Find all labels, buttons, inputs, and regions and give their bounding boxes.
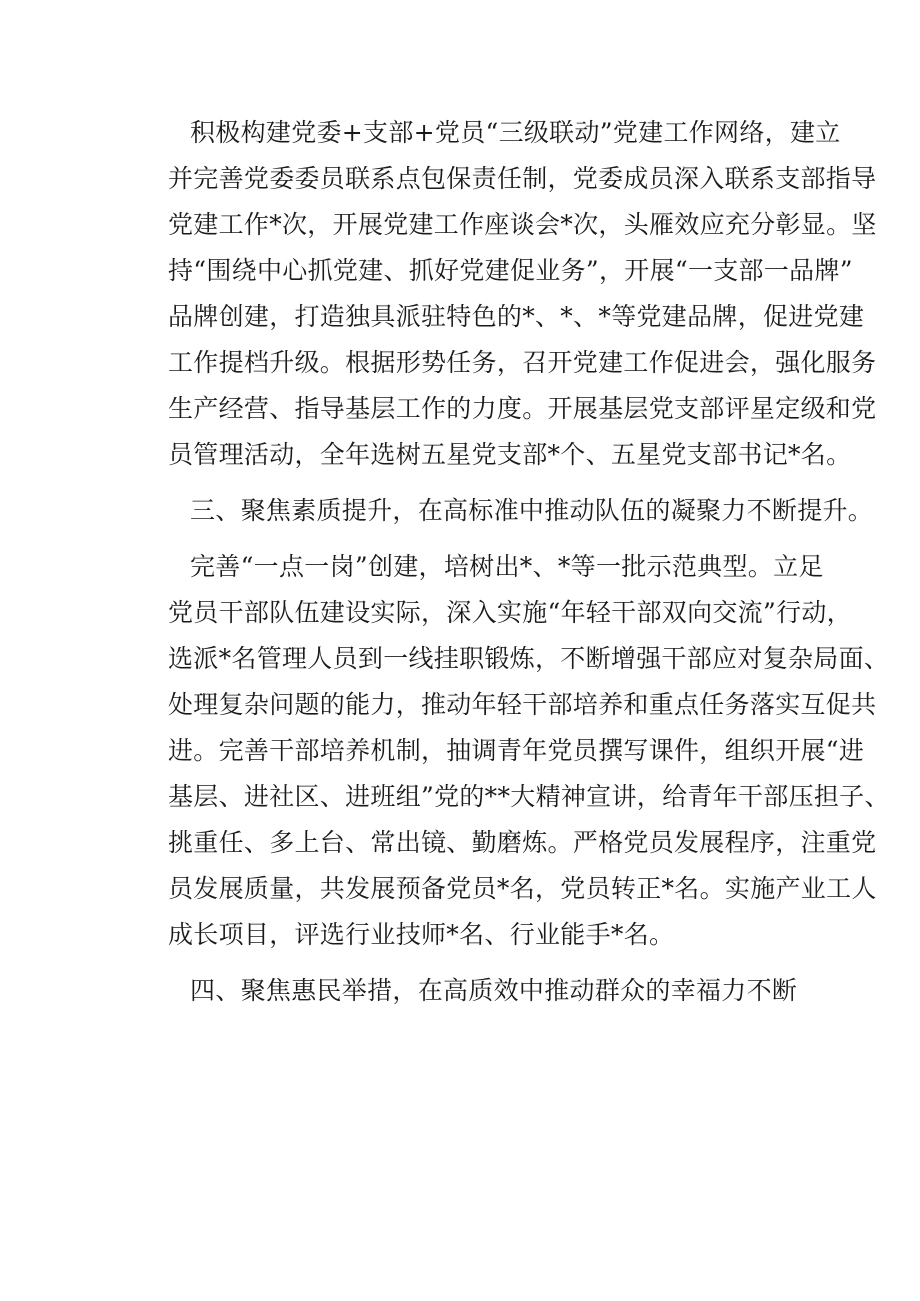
text-line: 持“围绕中心抓党建、抓好党建促业务”，开展“一支部一品牌” <box>168 256 853 285</box>
text-line: 选派*名管理人员到一线挂职锻炼，不断增强干部应对复杂局面、 <box>168 644 890 673</box>
text-line: 并完善党委委员联系点包保责任制，党委成员深入联系支部指导 <box>168 164 877 193</box>
paragraph-party-building <box>168 110 877 478</box>
text-line: 积极构建党委+支部+党员“三级联动”党建工作网络，建立 <box>190 118 841 147</box>
text-line: 进。完善干部培养机制，抽调青年党员撰写课件，组织开展“进 <box>168 736 865 765</box>
text-line: 处理复杂问题的能力，推动年轻干部培养和重点任务落实互促共 <box>168 690 877 719</box>
text-line: 品牌创建，打造独具派驻特色的*、*、*等党建品牌，促进党建 <box>168 302 865 331</box>
text-line: 员管理活动，全年选树五星党支部*个、五星党支部书记*名。 <box>168 440 852 469</box>
section-heading-3: 三、聚焦素质提升，在高标准中推动队伍的凝聚力不断提升。 <box>190 496 874 525</box>
text-line: 成长项目，评选行业技师*名、行业能手*名。 <box>168 920 675 949</box>
text-line: 完善“一点一岗”创建，培树出*、*等一批示范典型。立足 <box>190 552 824 581</box>
text-line: 员发展质量，共发展预备党员*名，党员转正*名。实施产业工人 <box>168 874 877 903</box>
text-line: 工作提档升级。根据形势任务，召开党建工作促进会，强化服务 <box>168 348 877 377</box>
paragraph-quality-improvement <box>168 544 890 958</box>
text-line: 党建工作*次，开展党建工作座谈会*次，头雁效应充分彰显。坚 <box>168 210 877 239</box>
text-line: 党员干部队伍建设实际，深入实施“年轻干部双向交流”行动， <box>168 598 852 627</box>
text-line: 挑重任、多上台、常出镜、勤磨炼。严格党员发展程序，注重党 <box>168 828 877 857</box>
section-heading-4: 四、聚焦惠民举措，在高质效中推动群众的幸福力不断 <box>190 976 798 1005</box>
document-body <box>168 110 890 1014</box>
text-line: 基层、进社区、进班组”党的**大精神宣讲，给青年干部压担子、 <box>168 782 890 811</box>
text-line: 生产经营、指导基层工作的力度。开展基层党支部评星定级和党 <box>168 394 877 423</box>
